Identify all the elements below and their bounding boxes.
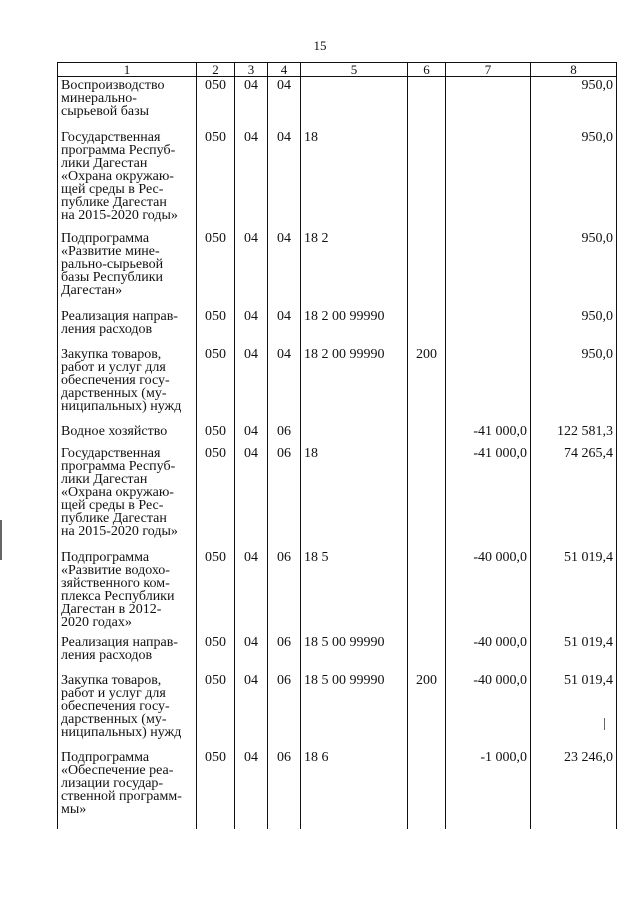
row-value-cell: 050 bbox=[197, 445, 235, 549]
row-value-cell: 23 246,0 bbox=[531, 749, 617, 829]
scan-mark bbox=[604, 718, 605, 730]
row-value-cell: 200 bbox=[408, 672, 446, 749]
row-value-cell: 18 bbox=[301, 445, 408, 549]
row-value-cell: 18 5 00 99990 bbox=[301, 634, 408, 672]
row-value-cell: 050 bbox=[197, 423, 235, 445]
row-value-cell: 18 2 00 99990 bbox=[301, 308, 408, 346]
row-value-cell: 050 bbox=[197, 549, 235, 634]
row-value-cell: 04 bbox=[235, 749, 268, 829]
row-value-cell bbox=[408, 445, 446, 549]
row-value-cell: -40 000,0 bbox=[446, 672, 531, 749]
row-name-cell: Воспроизводство минерально- сырьевой базы bbox=[58, 77, 197, 130]
row-value-cell: 04 bbox=[235, 549, 268, 634]
row-name-cell: Подпрограмма «Развитие мине- рально-сырьевой базы Республики Дагестан» bbox=[58, 230, 197, 308]
row-value-cell bbox=[408, 230, 446, 308]
table-row bbox=[58, 634, 617, 672]
column-header: 4 bbox=[268, 63, 301, 77]
row-value-cell bbox=[408, 77, 446, 130]
row-value-cell: -41 000,0 bbox=[446, 445, 531, 549]
row-value-cell: 06 bbox=[268, 445, 301, 549]
row-value-cell: 050 bbox=[197, 634, 235, 672]
table-row bbox=[58, 308, 617, 346]
row-value-cell: 04 bbox=[235, 634, 268, 672]
column-header: 3 bbox=[235, 63, 268, 77]
row-value-cell: 06 bbox=[268, 634, 301, 672]
row-value-cell: -40 000,0 bbox=[446, 634, 531, 672]
row-value-cell bbox=[446, 77, 531, 130]
budget-table bbox=[57, 62, 617, 829]
row-value-cell bbox=[446, 129, 531, 230]
row-name-cell: Государственная программа Респуб- лики Дагестан «Охрана окружаю- щей среды в Рес- публике Дагестан на 2015-2020 годы» bbox=[58, 129, 197, 230]
column-header: 5 bbox=[301, 63, 408, 77]
row-name-cell: Закупка товаров, работ и услуг для обеспечения госу- дарственных (му- ниципальных) нужд bbox=[58, 672, 197, 749]
row-value-cell: 050 bbox=[197, 749, 235, 829]
row-name-cell: Подпрограмма «Развитие водохо- зяйственного ком- плекса Республики Дагестан в 2012- 2020 годах» bbox=[58, 549, 197, 634]
row-value-cell: 06 bbox=[268, 549, 301, 634]
row-value-cell: 950,0 bbox=[531, 129, 617, 230]
row-value-cell bbox=[446, 230, 531, 308]
row-value-cell: 04 bbox=[268, 346, 301, 423]
row-value-cell bbox=[408, 634, 446, 672]
row-value-cell: 18 2 00 99990 bbox=[301, 346, 408, 423]
row-name-cell: Подпрограмма «Обеспечение реа- лизации государ- ственной программ- мы» bbox=[58, 749, 197, 829]
row-value-cell bbox=[446, 346, 531, 423]
row-value-cell bbox=[408, 749, 446, 829]
row-value-cell: 200 bbox=[408, 346, 446, 423]
row-value-cell: 04 bbox=[235, 129, 268, 230]
column-header: 1 bbox=[58, 63, 197, 77]
row-value-cell bbox=[408, 308, 446, 346]
row-name-cell: Водное хозяйство bbox=[58, 423, 197, 445]
row-name-cell: Реализация направ- ления расходов bbox=[58, 308, 197, 346]
row-value-cell: 950,0 bbox=[531, 346, 617, 423]
table-header-row bbox=[58, 63, 617, 77]
row-value-cell: -40 000,0 bbox=[446, 549, 531, 634]
row-name-cell: Государственная программа Респуб- лики Дагестан «Охрана окружаю- щей среды в Рес- публике Дагестан на 2015-2020 годы» bbox=[58, 445, 197, 549]
row-value-cell: 122 581,3 bbox=[531, 423, 617, 445]
row-value-cell: 04 bbox=[235, 346, 268, 423]
row-value-cell: 050 bbox=[197, 346, 235, 423]
row-value-cell: 04 bbox=[235, 445, 268, 549]
table-row bbox=[58, 749, 617, 829]
row-value-cell: 04 bbox=[268, 129, 301, 230]
row-value-cell: 04 bbox=[235, 672, 268, 749]
row-value-cell: 950,0 bbox=[531, 230, 617, 308]
row-value-cell: 04 bbox=[235, 230, 268, 308]
column-header: 6 bbox=[408, 63, 446, 77]
row-value-cell: 18 bbox=[301, 129, 408, 230]
row-value-cell: 51 019,4 bbox=[531, 672, 617, 749]
row-value-cell: 74 265,4 bbox=[531, 445, 617, 549]
table-row bbox=[58, 77, 617, 130]
row-value-cell: -41 000,0 bbox=[446, 423, 531, 445]
table-row bbox=[58, 549, 617, 634]
row-value-cell bbox=[408, 423, 446, 445]
column-header: 8 bbox=[531, 63, 617, 77]
row-name-cell: Закупка товаров, работ и услуг для обеспечения госу- дарственных (му- ниципальных) нужд bbox=[58, 346, 197, 423]
row-value-cell: 51 019,4 bbox=[531, 549, 617, 634]
row-value-cell bbox=[301, 423, 408, 445]
table-row bbox=[58, 346, 617, 423]
row-value-cell bbox=[408, 129, 446, 230]
row-value-cell bbox=[408, 549, 446, 634]
row-value-cell: 950,0 bbox=[531, 77, 617, 130]
row-value-cell: 06 bbox=[268, 423, 301, 445]
row-value-cell bbox=[446, 308, 531, 346]
row-value-cell: 04 bbox=[268, 230, 301, 308]
row-value-cell: 04 bbox=[268, 77, 301, 130]
row-value-cell: 18 2 bbox=[301, 230, 408, 308]
table-row bbox=[58, 230, 617, 308]
row-value-cell: 06 bbox=[268, 672, 301, 749]
column-header: 2 bbox=[197, 63, 235, 77]
table-row bbox=[58, 423, 617, 445]
row-value-cell: 18 6 bbox=[301, 749, 408, 829]
table-row bbox=[58, 129, 617, 230]
row-value-cell: -1 000,0 bbox=[446, 749, 531, 829]
row-value-cell: 04 bbox=[268, 308, 301, 346]
row-value-cell: 18 5 bbox=[301, 549, 408, 634]
row-value-cell: 18 5 00 99990 bbox=[301, 672, 408, 749]
row-value-cell: 050 bbox=[197, 672, 235, 749]
row-value-cell: 050 bbox=[197, 308, 235, 346]
scan-mark bbox=[0, 520, 2, 560]
row-name-cell: Реализация направ- ления расходов bbox=[58, 634, 197, 672]
row-value-cell: 950,0 bbox=[531, 308, 617, 346]
column-header: 7 bbox=[446, 63, 531, 77]
row-value-cell: 04 bbox=[235, 77, 268, 130]
row-value-cell bbox=[301, 77, 408, 130]
row-value-cell: 050 bbox=[197, 77, 235, 130]
row-value-cell: 06 bbox=[268, 749, 301, 829]
row-value-cell: 04 bbox=[235, 308, 268, 346]
row-value-cell: 050 bbox=[197, 129, 235, 230]
row-value-cell: 51 019,4 bbox=[531, 634, 617, 672]
page-number: 15 bbox=[313, 38, 327, 53]
table-row bbox=[58, 445, 617, 549]
row-value-cell: 050 bbox=[197, 230, 235, 308]
table-row bbox=[58, 672, 617, 749]
row-value-cell: 04 bbox=[235, 423, 268, 445]
